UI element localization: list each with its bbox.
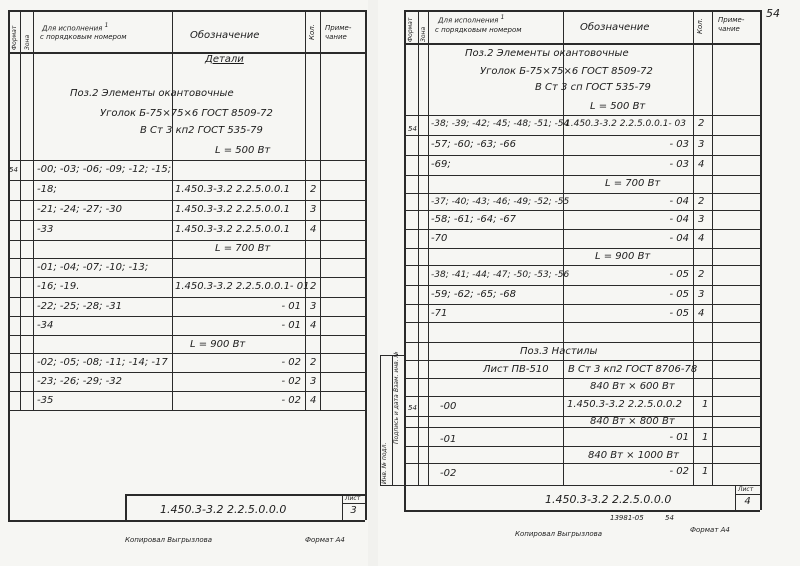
row-number: -21; -24; -27; -30: [37, 204, 122, 215]
sheet-number: 3: [350, 505, 357, 516]
length-500: L = 500 Вт: [590, 101, 646, 112]
row-qty: 2: [698, 196, 705, 207]
size-3: 840 Вт × 1000 Вт: [588, 450, 680, 461]
side-label-sign: Подпись и дата: [393, 394, 400, 444]
row-qty: 3: [310, 376, 317, 387]
row-number: -34: [37, 320, 54, 331]
pos2-title: Поз.2 Элементы окантовочные: [465, 48, 629, 59]
size-1: 840 Вт × 600 Вт: [590, 381, 675, 392]
length-900: L = 900 Вт: [595, 251, 651, 262]
row-designation: - 05: [669, 269, 689, 280]
col-format: [20, 10, 21, 410]
row-number: -02: [440, 468, 457, 479]
header-designation: Обозначение: [190, 30, 260, 41]
row-qty: 3: [698, 289, 705, 300]
frame-right: [760, 10, 762, 510]
row-number: -35: [37, 395, 54, 406]
row-designation: - 02: [669, 466, 689, 477]
row-qty: 2: [310, 281, 317, 292]
pos2-title: Поз.2 Элементы окантовочные: [70, 88, 234, 99]
row-qty: 2: [698, 118, 705, 129]
row-number: -18;: [37, 184, 57, 195]
sheet-material-right: В Ст 3 кп2 ГОСТ 8706-78: [568, 364, 698, 375]
row-number: -57; -60; -63; -66: [431, 139, 516, 150]
header-note-1: Приме-: [325, 24, 352, 32]
row-qty: 3: [310, 204, 317, 215]
size-2: 840 Вт × 800 Вт: [590, 416, 675, 427]
row-number: -37; -40; -43; -46; -49; -52; -55: [431, 197, 570, 207]
row-number: -16; -19.: [37, 281, 80, 292]
row-designation: 1.450.3-3.2 2.2.5.0.0.1: [175, 204, 290, 215]
frame-right: [365, 10, 367, 520]
header-format: Формат: [11, 25, 18, 50]
row-number: -22; -25; -28; -31: [37, 301, 122, 312]
row-designation: - 03: [669, 139, 689, 150]
doc-code: 1.450.3-3.2 2.2.5.0.0.0: [545, 493, 672, 506]
row-number: -38; -41; -44; -47; -50; -53; -56: [431, 270, 570, 280]
col-number: [172, 10, 173, 410]
row-qty: 4: [698, 159, 705, 170]
header-note-2: чание: [718, 25, 740, 33]
header-exec-line2: с порядковым номером: [435, 26, 522, 34]
row-number: -59; -62; -65; -68: [431, 289, 516, 300]
row-qty: 3: [698, 214, 705, 225]
row-designation: 1.450.3-3.2 2.2.5.0.0.1: [175, 184, 290, 195]
copied-by: Копировал Выгрызлова: [125, 536, 213, 544]
frame-bottom: [404, 510, 760, 512]
sheet-label: Лист: [345, 495, 361, 502]
sheet-label: Лист: [738, 486, 754, 493]
row-designation: 1.450.3-3.2 2.2.5.0.0.1- 03: [565, 119, 686, 129]
format-label: Формат А4: [690, 526, 730, 534]
row-number: -23; -26; -29; -32: [37, 376, 122, 387]
row-qty: 2: [698, 269, 705, 280]
length-500: L = 500 Вт: [215, 145, 271, 156]
section-title: Детали: [205, 54, 244, 65]
row-designation: - 01: [281, 301, 301, 312]
format-mark: 54: [408, 125, 417, 133]
format-label: Формат А4: [305, 536, 345, 544]
length-700: L = 700 Вт: [605, 178, 661, 189]
row-designation: 1.450.3-3.2 2.2.5.0.0.2: [567, 399, 682, 410]
angle-line: Уголок Б-75×75×6 ГОСТ 8509-72: [480, 66, 653, 77]
row-number: -38; -39; -42; -45; -48; -51; -54: [431, 119, 570, 129]
header-exec-line1: Для исполнения $^1$: [42, 23, 109, 33]
row-designation: - 04: [669, 196, 689, 207]
row-qty: 4: [310, 224, 317, 235]
steel-line: В Ст 3 сп ГОСТ 535-79: [535, 82, 651, 93]
frame-top: [404, 10, 760, 12]
header-zone: Зона: [24, 34, 31, 50]
row-designation: - 02: [281, 395, 301, 406]
header-qty: Кол.: [308, 24, 316, 40]
row-number: -70: [431, 233, 448, 244]
row-qty: 4: [310, 395, 317, 406]
row-qty: 3: [698, 139, 705, 150]
row-designation: - 05: [669, 308, 689, 319]
angle-line: Уголок Б-75×75×6 ГОСТ 8509-72: [100, 108, 273, 119]
row-qty: 3: [310, 301, 317, 312]
row-qty: 2: [310, 184, 317, 195]
title-block-top: [125, 494, 365, 496]
row-designation: - 02: [281, 376, 301, 387]
row-designation: 1.450.3-3.2 2.2.5.0.0.1: [175, 224, 290, 235]
row-designation: - 03: [669, 159, 689, 170]
header-qty: Кол.: [696, 18, 704, 34]
side-label-replace: Взам. инв. №: [393, 351, 400, 392]
row-number: -01: [440, 434, 457, 445]
frame-left: [404, 10, 406, 510]
row-qty: 1: [702, 466, 709, 477]
sheet-material-left: Лист ПВ-510: [483, 364, 549, 375]
format-mark: 54: [408, 404, 417, 412]
header-exec-line1: Для исполнения $^1$: [438, 15, 505, 25]
header-format: Формат: [407, 17, 414, 42]
row-number: -71: [431, 308, 448, 319]
row-qty: 2: [310, 357, 317, 368]
header-bottom: [8, 52, 365, 54]
row-qty: 4: [698, 308, 705, 319]
row-designation: - 01: [281, 320, 301, 331]
format-mark: 54: [9, 166, 18, 174]
row-designation: 1.450.3-3.2 2.2.5.0.0.1- 01: [175, 281, 310, 292]
sheet-number: 4: [744, 496, 751, 507]
row-qty: 1: [702, 432, 709, 443]
row-qty: 1: [702, 399, 709, 410]
length-900: L = 900 Вт: [190, 339, 246, 350]
row-designation: - 05: [669, 289, 689, 300]
order-code: 13981-05: [610, 514, 644, 522]
row-qty: 4: [698, 233, 705, 244]
frame-bottom: [8, 520, 365, 522]
title-block-left: [125, 494, 127, 520]
header-exec-line2: с порядковым номером: [40, 33, 127, 41]
row-designation: - 02: [281, 357, 301, 368]
row-number: -33: [37, 224, 54, 235]
row-designation: - 01: [669, 432, 689, 443]
row-number: -02; -05; -08; -11; -14; -17: [37, 357, 168, 368]
frame-top: [8, 10, 365, 12]
header-bottom: [404, 43, 760, 45]
row-designation: - 04: [669, 233, 689, 244]
row-number: -00; -03; -06; -09; -12; -15;: [37, 164, 172, 175]
col-zone: [33, 10, 34, 410]
row-number: -69;: [431, 159, 451, 170]
row-qty: 4: [310, 320, 317, 331]
row-number: -58; -61; -64; -67: [431, 214, 516, 225]
row-number: -00: [440, 401, 457, 412]
header-designation: Обозначение: [580, 22, 650, 33]
header-zone: Зона: [420, 26, 427, 42]
row-designation: - 04: [669, 214, 689, 225]
col-designation: [305, 10, 306, 410]
side-label-inv: Инв. № подл.: [381, 442, 388, 484]
pos3-title: Поз.3 Настилы: [520, 346, 598, 357]
copied-by: Копировал Выгрызлова: [515, 530, 603, 538]
col-qty: [320, 10, 321, 410]
row-number: -01; -04; -07; -10; -13;: [37, 262, 149, 273]
header-note-1: Приме-: [718, 16, 745, 24]
steel-line: В Ст 3 кп2 ГОСТ 535-79: [140, 125, 263, 136]
doc-code: 1.450.3-3.2 2.2.5.0.0.0: [160, 503, 287, 516]
header-note-2: чание: [325, 33, 347, 41]
order-page: 54: [665, 514, 674, 522]
page-corner-number: 54: [766, 7, 780, 20]
length-700: L = 700 Вт: [215, 243, 271, 254]
frame-left: [8, 10, 10, 520]
